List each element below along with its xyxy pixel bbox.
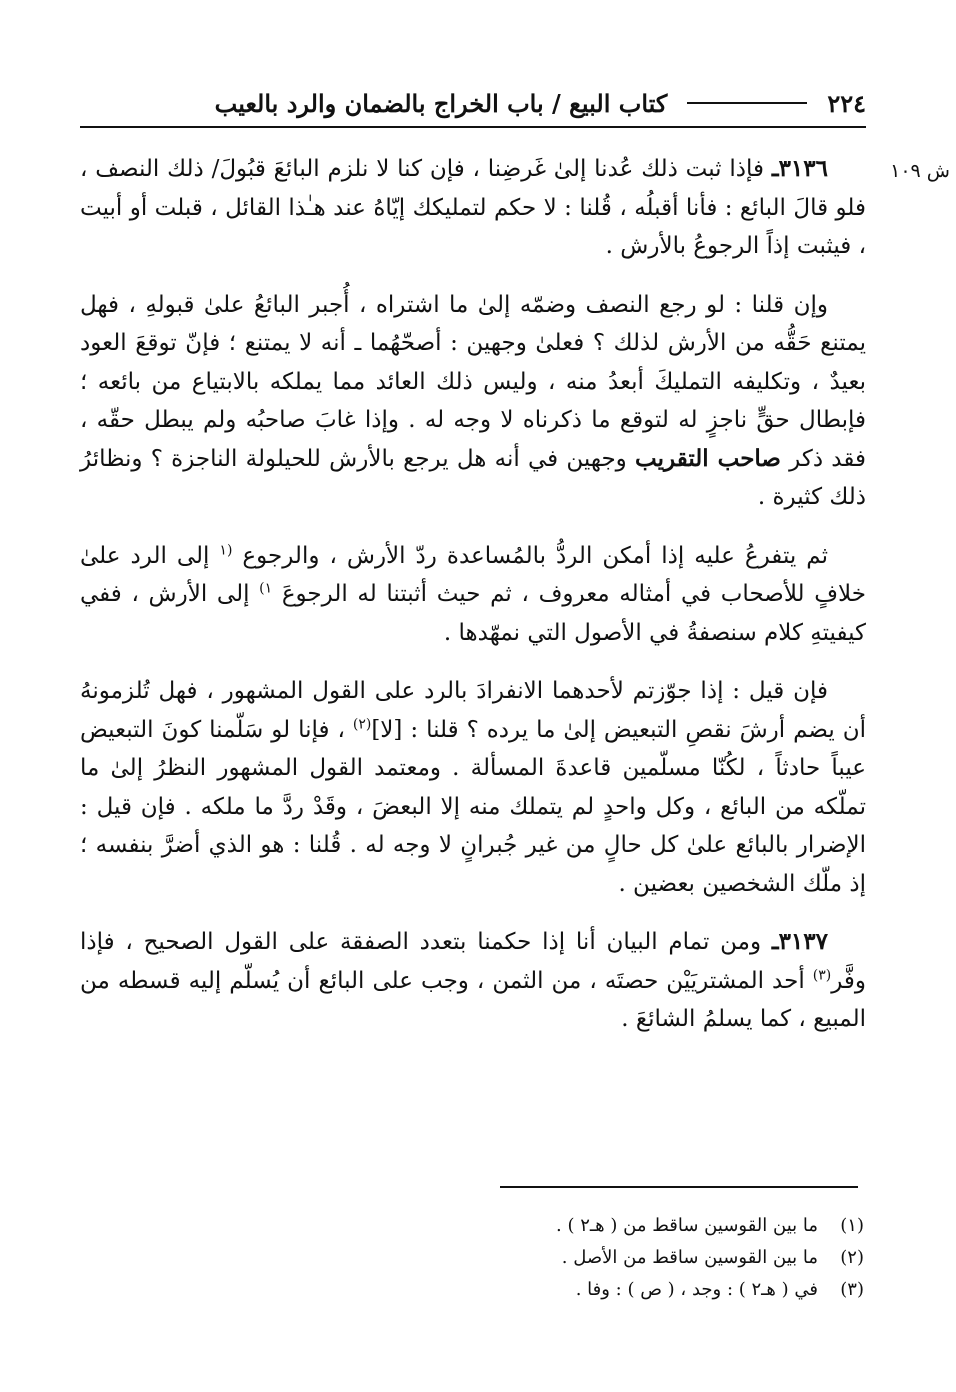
running-header [80,84,866,122]
paragraph-text: أحد المشتريَيْن حصتَه ، من الثمن ، وجب على البائع أن يُسلّم إليه قسطه من المبيع ، كما يسلمُ الشائعَ . [80,967,866,1032]
paragraph-branching [80,537,866,653]
paragraph-text: فإن قيل : إذا جوّزتم لأحدهما الانفرادَ بالرد على القول المشهور ، فهل تُلزمونهُ أن يضم أرشَ نقصِ التبعيض إلىٰ ما يرده ؟ قلنا : [لا] [80,678,866,743]
footnotes [300,1210,864,1306]
paragraph-text: وإن قلنا : لو رجع النصف وضمّه إلىٰ ما اشتراه ، أُجبر البائعُ علىٰ قبولهِ ، فهل يمتنع حَقُّه من الأرش لذلك ؟ فعلىٰ وجهين : أصحّهُما ـ أنه لا يمتنع ؛ فإنّ توقعَ العود بعيدٌ ، وتكليفه التمليكَ أبعدُ منه ، وليس ذلك العائد مما يملكه بالابتياع من بائعه ؛ فإبطال حقٍّ ناجزٍ له لتوقع ما ذكرناه لا وجه له . وإذا غابَ صاحبُه ولم يبطل حقّه ، فقد ذكر [80,291,867,472]
header-divider [80,126,866,128]
footnote-ref: (٢) [352,715,372,732]
footnote-mark: (٢) [840,1247,864,1268]
footnote-mark: (٣) [840,1279,864,1300]
section-number: ٣١٣٧ـ [771,928,828,955]
main-text [80,150,866,1059]
header-dash-rule [687,102,807,104]
footnote-text: ما بين القوسين ساقط من الأصل . [561,1247,818,1268]
footnote-text: في ( هـ٢ ) : وجد ، ( ص ) : وفا . [575,1279,818,1300]
footnote-text: ما بين القوسين ساقط من ( هـ٢ ) . [556,1215,818,1236]
paragraph-objection [80,672,866,903]
paragraph-text: ثم يتفرعُ عليه إذا أمكن الردُّ بالمُساعدة ردّ الأرش ، والرجوع [232,542,828,569]
paragraph-text: فإذا ثبت ذلك عُدنا إلىٰ غَرضِنا ، فإن كنا لا نلزم البائعَ قبُولَ/ ذلك النصف ، فلو قالَ البائع : فأنا أقبلُه ، قُلنا : لا حكم لتمليكك إيّاهُ عند هـٰذا القائل ، قبلت أو أبيت ، فيثبت إذاً الرجوعُ بالأرش . [80,156,866,259]
paragraph-3136 [80,150,866,266]
margin-page-reference: ش ١٠٩ [890,160,950,182]
paragraph-text: وجهين في أنه هل يرجع بالأرش للحيلولة الناجزة ؟ ونظائرُ ذلك كثيرة . [80,445,866,510]
chapter-title: كتاب البيع / باب الخراج بالضمان والرد بالعيب [214,88,668,118]
page-number: ٢٢٤ [827,88,866,118]
footnote-item [300,1242,864,1274]
footnote-ref: (٣) [812,966,832,983]
paragraph-text: ومن تمام البيان أنا إذا حكمنا بتعدد الصفقة على القول الصحيح ، فإذا وفَّر [80,929,866,994]
paragraph-text: إلى الرد علىٰ خلافٍ للأصحاب في أمثاله معروف ، ثم حيث أثبتنا له الرجوعَ [80,542,866,607]
paragraph-text: إلى الأرش ، ففي كيفيتهِ كلام سنصفةُ في الأصول التي نمهّدها . [80,581,866,646]
footnote-mark: (١) [840,1215,864,1236]
footnote-ref-open: (١ [219,541,233,558]
paragraph-3137 [80,923,866,1039]
footnote-divider [500,1186,858,1188]
footnote-item [300,1274,864,1306]
footnote-item [300,1210,864,1242]
bold-source-name: صاحب التقريب [635,444,781,472]
paragraph-text: ، فإنا لو سَلّمنا كونَ التبعيض عيباً حادثاً ، لكُنّا مسلّمين قاعدةَ المسألة . ومعتمد القول المشهور النظرُ إلىٰ ما تملّكه من البائع ، وكل واحدٍ لم يتملك منه إلا البعضَ ، وقَدْ ردَّ ما ملكه . فإن قيل : الإضرار بالبائع علىٰ كل حالٍ من غير جُبرانٍ لا وجه له . قُلنا : هو الذي أضرَّ بنفسه ؛ إذ ملّك الشخصين بعضين . [80,716,866,897]
paragraph-two-views [80,286,866,517]
footnote-ref-close: ١) [259,580,273,597]
section-number: ٣١٣٦ـ [771,155,828,182]
